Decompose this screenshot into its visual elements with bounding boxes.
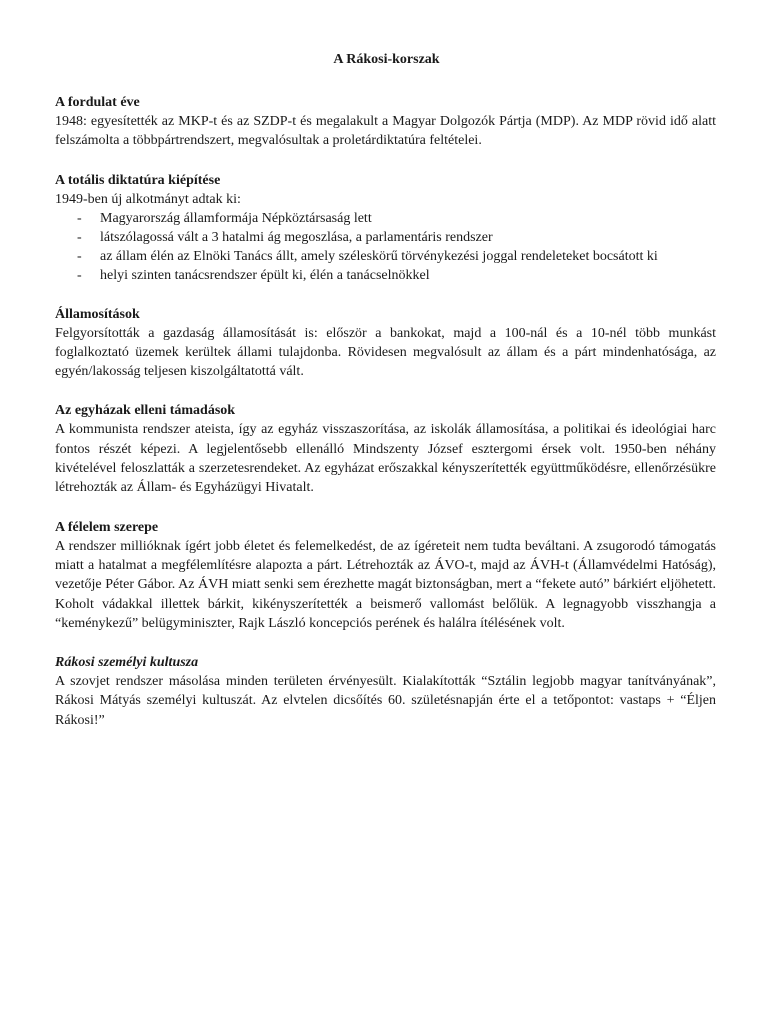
section-paragraph: A rendszer millióknak ígért jobb életet és felemelkedést, de az ígéreteit nem tudta beváltani. A zsugorodó támogatás miatt a hatalmat a megfélemlítésre alapozta a párt. Létrehozták az ÁVO-t, majd az ÁVH-t (Államvédelmi Hatóság), vezetője Péter Gábor. Az ÁVH miatt senki sem érezhette magát biztonságban, mert a “fekete autó” bárkiért eljöhetett. Koholt vádakkal illettek bárkit, kikényszerítették a beismerő vallomást belőlük. A legnagyobb visszhangja a “keménykezű” belügyminiszter, Rajk László koncepciós perének és halálra ítélésének volt. [55,538,716,631]
section-fordulat [55,93,716,151]
list-item-text: látszólagossá vált a 3 hatalmi ág megoszlása, a parlamentáris rendszer [100,229,493,245]
section-paragraph: Felgyorsították a gazdaság államosítását is: először a bankokat, majd a 100-nál és a 10-nél több munkást foglalkoztató üzemek kerültek állami tulajdonba. Rövidesen megvalósult az állam és a párt mindenhatósága, az egyén/lakosság teljesen kiszolgáltatottá vált. [55,325,716,380]
section-heading: A fordulat éve [55,95,140,110]
dash-bullet-icon: - [77,267,82,283]
dash-bullet-icon: - [77,210,82,226]
list-item-text: az állam élén az Elnöki Tanács állt, amely széleskörű törvénykezési joggal rendeleteket bocsátott ki [100,248,658,264]
section-paragraph: A szovjet rendszer másolása minden területen érvényesült. Kialakították “Sztálin legjobb magyar tanítványának”, Rákosi Mátyás személyi kultuszát. Az elvtelen dicsőítés 60. születésnapján érte el a tetőpontot: vastaps + “Éljen Rákosi!” [55,674,716,728]
list-item-text: helyi szinten tanácsrendszer épült ki, élén a tanácselnökkel [100,267,430,283]
dash-bullet-icon: - [77,229,82,245]
section-paragraph: A kommunista rendszer ateista, így az egyház visszaszorítása, az iskolák államosítása, a politikai és ideológiai harc fontos részét képezi. A legjelentősebb ellenálló Mindszenty József esztergomi érsek volt. 1950-ben néhány kivételével feloszlatták a szerzetesrendeket. Az egyházat erőszakkal kényszerítették együttműködésre, ellenőrzésükre létrehozták az Állam- és Egyházügyi Hivatalt. [55,422,716,496]
dash-bullet-icon: - [77,248,82,264]
section-intro: 1949-ben új alkotmányt adtak ki: [55,191,241,207]
list-item [55,209,716,228]
list-item-text: Magyarország államformája Népköztársaság lett [100,210,372,226]
section-heading: Az egyházak elleni támadások [55,403,236,419]
list-item [55,266,716,285]
section-allamositasok [55,305,716,382]
section-heading: A félelem szerepe [55,519,159,535]
list-item [55,247,716,266]
list-item [55,228,716,247]
section-diktatura [55,171,716,285]
section-szemelyi-kultusz [55,653,716,730]
section-heading: Államosítások [55,306,140,322]
document-title: A Rákosi-korszak [333,52,440,67]
section-felelem [55,518,716,633]
section-egyhazak [55,401,716,497]
section-paragraph: 1948: egyesítették az MKP-t és az SZDP-t és megalakult a Magyar Dolgozók Pártja (MDP). Az MDP rövid idő alatt felszámolta a többpártrendszert, megvalósultak a proletárdiktatúra feltételei. [55,114,716,149]
section-heading: A totális diktatúra kiépítése [55,172,221,188]
bullet-list [55,209,716,285]
section-heading: Rákosi személyi kultusza [55,655,199,671]
